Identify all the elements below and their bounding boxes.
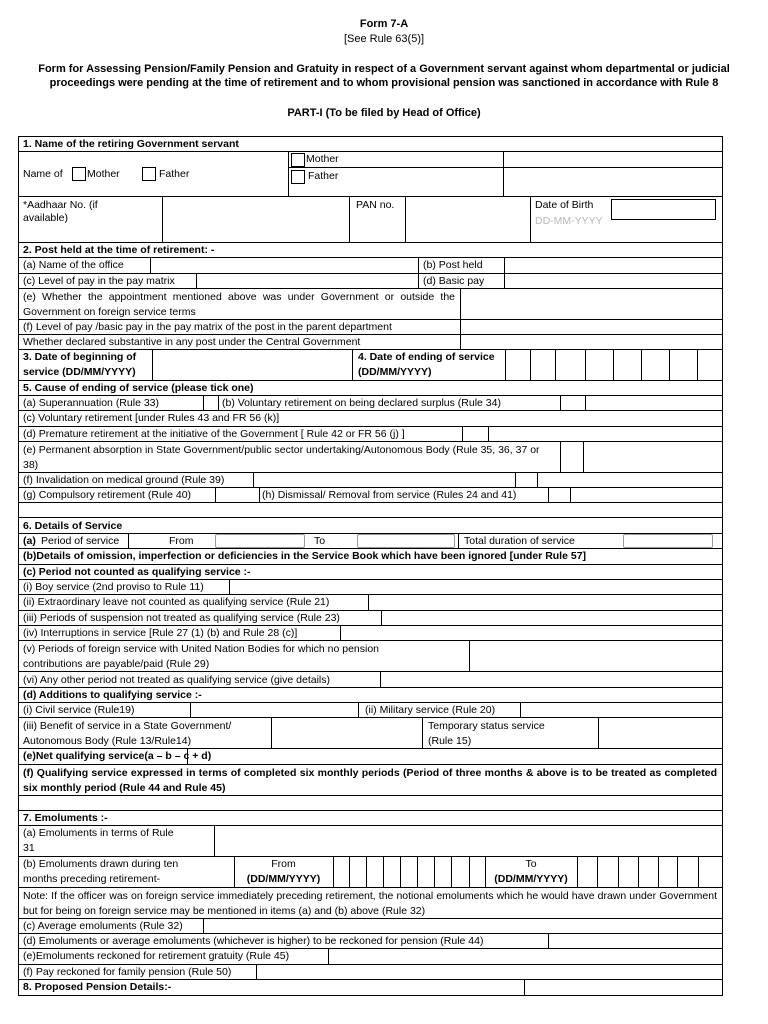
s6-c6: (vi) Any other period not treated as qualifying service (give details)	[23, 674, 330, 686]
form-title-line-2: proceedings were pending at the time of retirement and to whom provisional pension was sanctioned in accordance with Rule 8	[49, 77, 719, 89]
aadhaar-label-2: available)	[23, 212, 68, 224]
s7-to: To	[525, 858, 537, 870]
s7-c: (c) Average emoluments (Rule 32)	[23, 920, 183, 932]
rule-reference: [See Rule 63(5)]	[343, 33, 425, 45]
s2-f-label: (f) Level of pay /basic pay in the pay matrix of the post in the parent department	[23, 321, 392, 333]
service-to-input[interactable]	[357, 534, 455, 548]
s7-a-1: (a) Emoluments in terms of Rule	[23, 827, 174, 839]
s6-c1: (i) Boy service (2nd proviso to Rule 11)	[23, 581, 204, 593]
s5-heading: 5. Cause of ending of service (please tick one)	[23, 382, 254, 394]
s7-from: From	[271, 858, 296, 870]
s6-c2: (ii) Extraordinary leave not counted as qualifying service (Rule 21)	[23, 596, 330, 608]
s8-heading: 8. Proposed Pension Details:-	[23, 981, 172, 993]
s6-total: Total duration of service	[464, 535, 575, 547]
s3-begin-1: 3. Date of beginning of	[23, 351, 137, 363]
s6-c: (c) Period not counted as qualifying service :-	[23, 566, 251, 578]
s7-d: (d) Emoluments or average emoluments (whichever is higher) to be reckoned for pension (Rule 44)	[23, 935, 484, 947]
aadhaar-label-1: *Aadhaar No. (if	[23, 199, 98, 211]
s6-d1: (i) Civil service (Rule19)	[23, 704, 135, 716]
mother-checkbox[interactable]	[72, 167, 86, 181]
service-from-input[interactable]	[215, 534, 305, 548]
pan-label: PAN no.	[356, 199, 395, 211]
s5-f: (f) Invalidation on medical ground (Rule 39)	[23, 474, 225, 486]
s6-d: (d) Additions to qualifying service :-	[23, 689, 202, 701]
s5-a: (a) Superannuation (Rule 33)	[23, 397, 159, 409]
s6-a-period: Period of service	[41, 535, 120, 547]
s7-f: (f) Pay reckoned for family pension (Rule 50)	[23, 966, 232, 978]
s5-e: (e) Permanent absorption in State Government/public sector undertaking/Autonomous Body (Rule 35, 36, 37 or 38)	[23, 444, 540, 471]
s7-note: Note: If the officer was on foreign service immediately preceding retirement, the notional emoluments which he would have drawn under Government but for being on foreign service may be mentioned in items (a) and (b) above (Rule 32)	[23, 890, 717, 917]
name-of-label: Name of	[23, 168, 63, 180]
s6-d3-1: (iii) Benefit of service in a State Government/	[23, 720, 232, 732]
s6-temp-1: Temporary status service	[428, 720, 545, 732]
s2-d-label: (d) Basic pay	[423, 275, 485, 287]
s7-from-fmt: (DD/MM/YYYY)	[246, 873, 321, 885]
s6-c3: (iii) Periods of suspension not treated as qualifying service (Rule 23)	[23, 612, 340, 624]
s6-e: (e)Net qualifying service(a – b – c + d)	[23, 750, 212, 762]
s3-begin-2: service (DD/MM/YYYY)	[23, 366, 136, 378]
s6-d2: (ii) Military service (Rule 20)	[365, 704, 496, 716]
s6-b: (b)Details of omission, imperfection or deficiencies in the Service Book which have been ignored [under Rule 57]	[23, 550, 587, 562]
s6-c5-1: (v) Periods of foreign service with United Nation Bodies for which no pension	[23, 643, 380, 655]
mother-label-2: Mother	[306, 153, 339, 165]
s5-g: (g) Compulsory retirement (Rule 40)	[23, 489, 192, 501]
s7-b-2: months preceding retirement-	[23, 873, 161, 885]
s4-end-2: (DD/MM/YYYY)	[358, 366, 432, 378]
s2-a-label: (a) Name of the office	[23, 259, 124, 271]
s7-e: (e)Emoluments reckoned for retirement gratuity (Rule 45)	[23, 950, 290, 962]
father-label-2: Father	[308, 170, 339, 182]
father-label: Father	[159, 168, 190, 180]
s6-c4: (iv) Interruptions in service [Rule 27 (1) (b) and Rule 28 (c)]	[23, 627, 298, 639]
form-title-line-1: Form for Assessing Pension/Family Pension and Gratuity in respect of a Government servant against whom departmental or judicial	[38, 63, 730, 75]
s7-a-2: 31	[23, 842, 35, 854]
s7-heading: 7. Emoluments :-	[23, 812, 108, 824]
s2-g-label: Whether declared substantive in any post under the Central Government	[23, 336, 361, 348]
dob-placeholder: DD-MM-YYYY	[535, 215, 603, 227]
s5-c: (c) Voluntary retirement [under Rules 43 and FR 56 (k)]	[23, 412, 280, 424]
s2-b-label: (b) Post held	[423, 259, 483, 271]
s6-temp-2: (Rule 15)	[428, 735, 472, 747]
form-number: Form 7-A	[359, 18, 409, 30]
s6-a-prefix: (a)	[23, 535, 36, 547]
s4-end-1: 4. Date of ending of service	[358, 351, 495, 363]
s6-f: (f) Qualifying service expressed in terms of completed six monthly periods (Period of three months & above is to be treated as completed six monthly period (Rule 44 and Rule 45)	[23, 767, 717, 794]
total-duration-input[interactable]	[623, 534, 713, 548]
s2-e-label: (e) Whether the appointment mentioned above was under Government or outside the Government on foreign service terms	[23, 291, 455, 318]
s2-c-label: (c) Level of pay in the pay matrix	[23, 275, 175, 287]
s7-b-1: (b) Emoluments drawn during ten	[23, 858, 179, 870]
s6-heading: 6. Details of Service	[23, 520, 123, 532]
s5-h: (h) Dismissal/ Removal from service (Rules 24 and 41)	[262, 489, 517, 501]
s5-d: (d) Premature retirement at the initiative of the Government [ Rule 42 or FR 56 (j) ]	[23, 428, 405, 440]
father-checkbox[interactable]	[142, 167, 156, 181]
s7-to-fmt: (DD/MM/YYYY)	[494, 873, 568, 885]
s5-b: (b) Voluntary retirement on being declared surplus (Rule 34)	[222, 397, 501, 409]
mother-label: Mother	[87, 168, 120, 180]
s6-to: To	[314, 535, 326, 547]
s6-from: From	[169, 535, 194, 547]
s2-heading: 2. Post held at the time of retirement: -	[23, 244, 215, 256]
s6-d3-2: Autonomous Body (Rule 13/Rule14)	[23, 735, 192, 747]
father-checkbox-2[interactable]	[291, 170, 305, 184]
s6-c5-2: contributions are payable/paid (Rule 29)	[23, 658, 210, 670]
s1-heading: 1. Name of the retiring Government servant	[23, 138, 239, 150]
dob-label: Date of Birth	[535, 199, 594, 211]
mother-checkbox-2[interactable]	[291, 153, 305, 167]
dob-input[interactable]	[611, 199, 716, 220]
part-heading: PART-I (To be filed by Head of Office)	[287, 107, 481, 119]
